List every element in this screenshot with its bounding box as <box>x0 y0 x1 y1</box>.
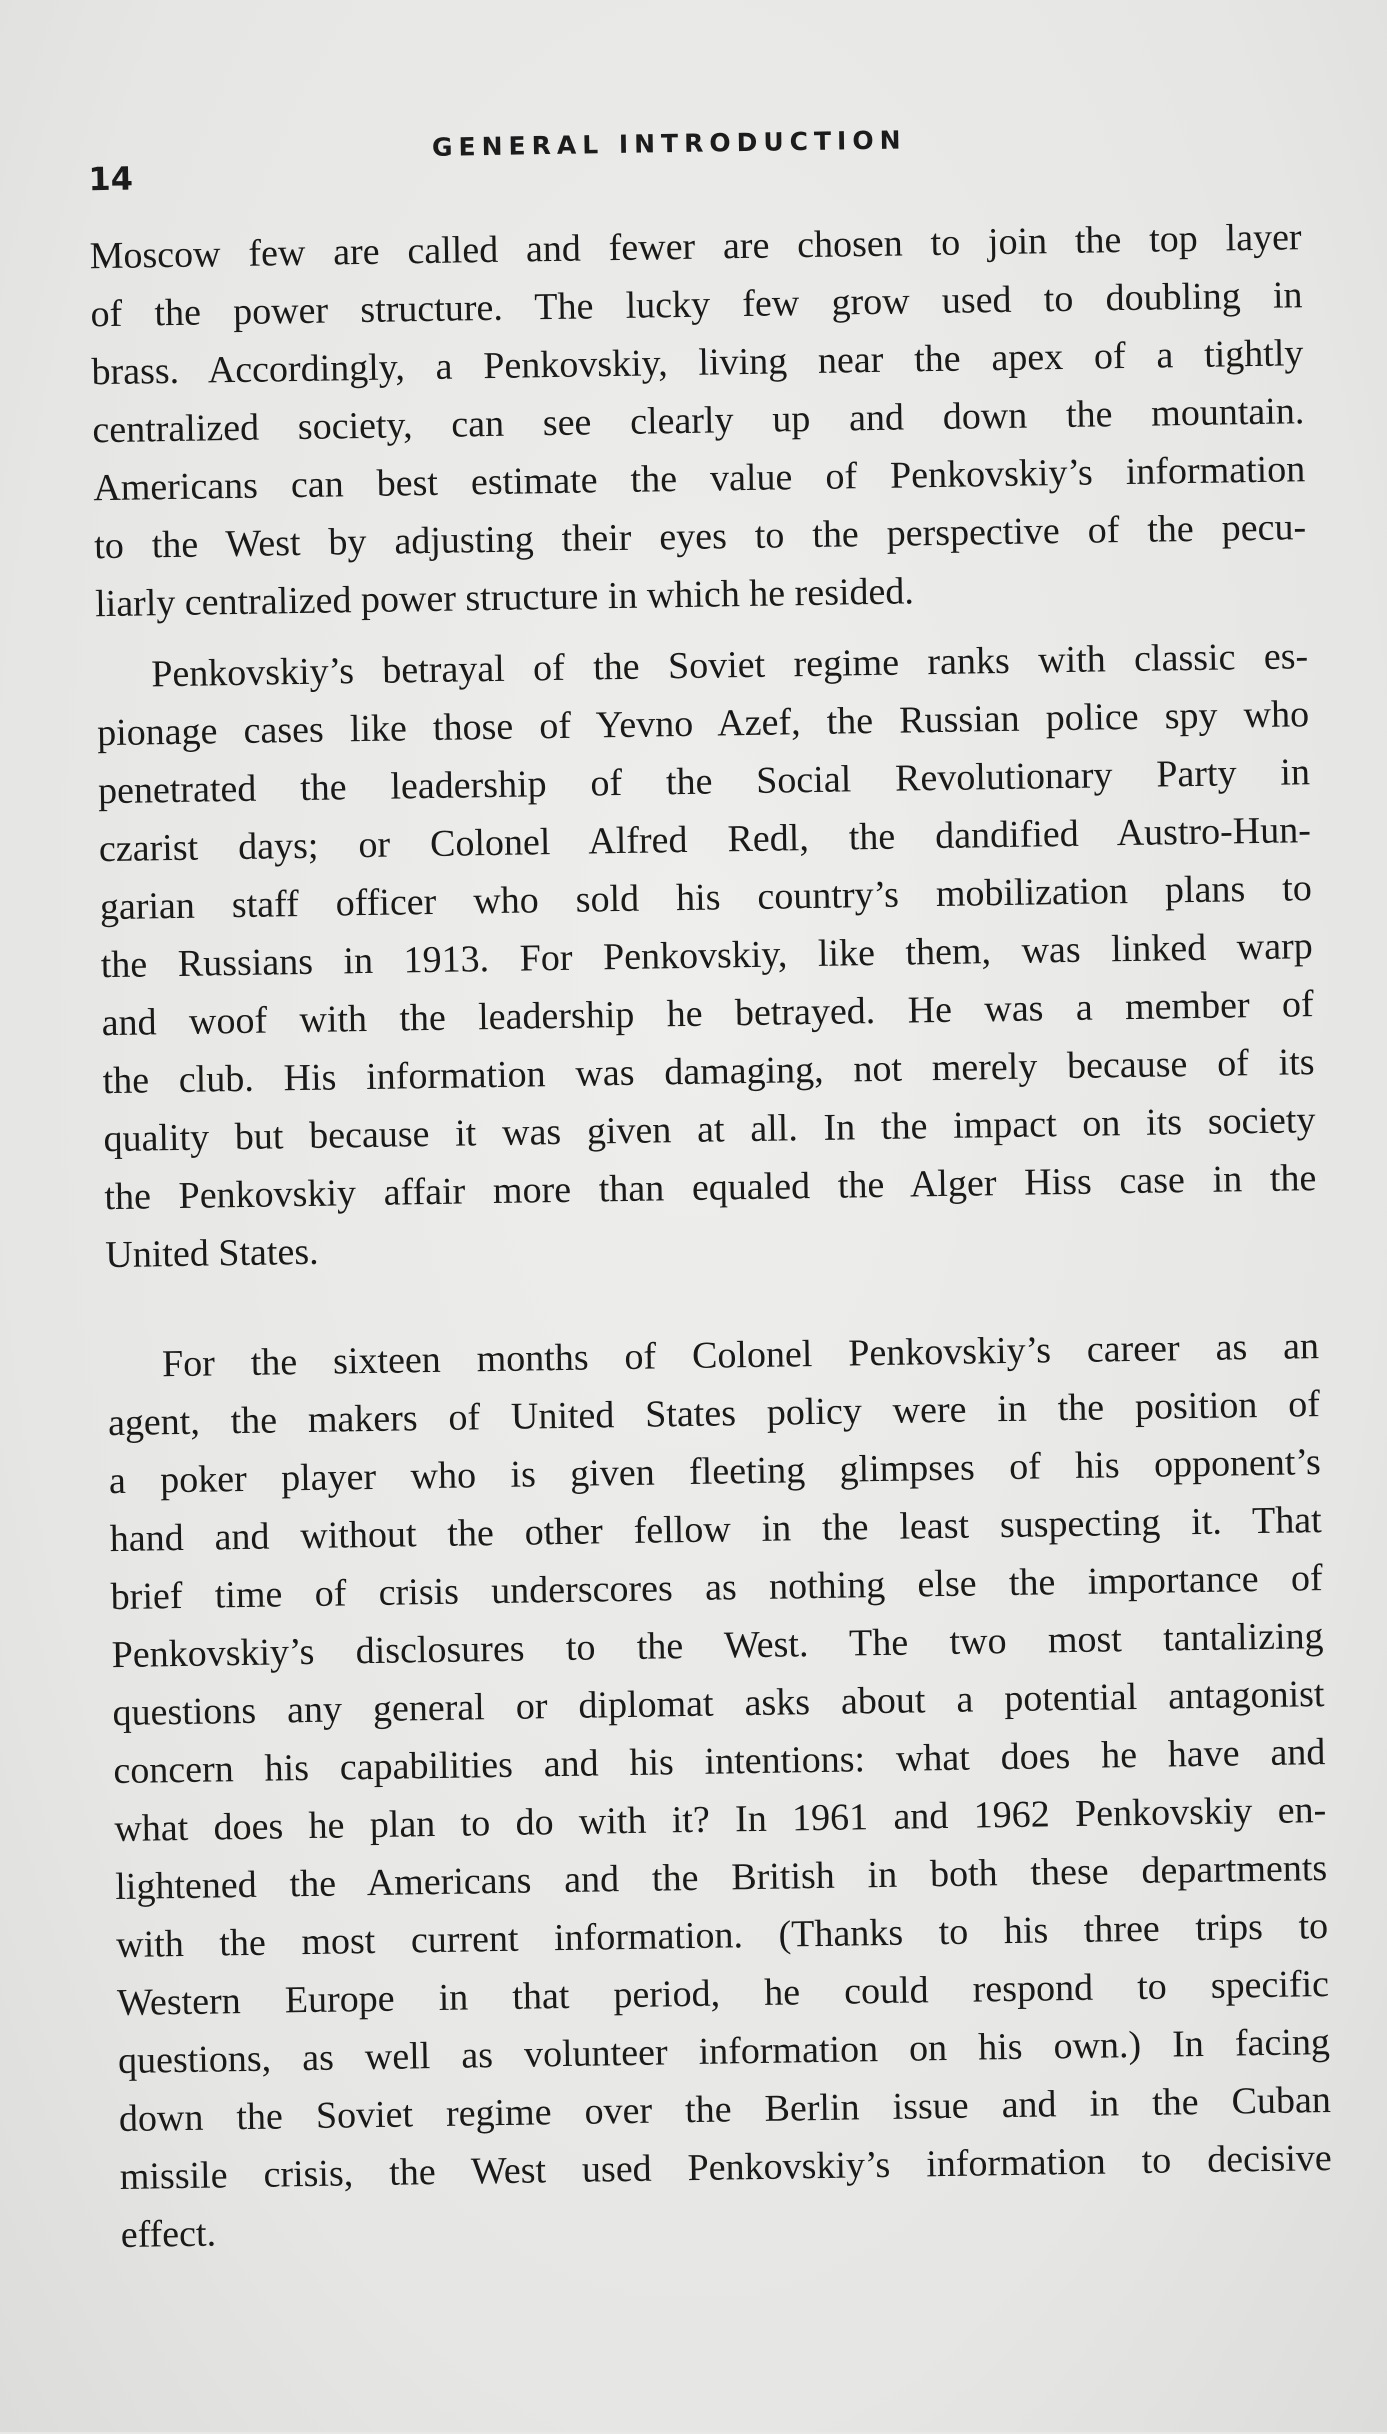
text-line: penetrated the leadership of the Social Revolutionary Party in <box>97 751 1311 813</box>
text-line: questions, as well as volunteer information on his own.) In facing <box>117 2020 1331 2083</box>
text-line: Penkovskiy’s betrayal of the Soviet regime ranks with classic es- <box>150 635 1309 696</box>
text-line: to the West by adjusting their eyes to the perspective of the pecu- <box>93 506 1307 568</box>
text-line: missile crisis, the West used Penkovskiy’s information to decisive <box>119 2136 1333 2199</box>
text-line: the club. His information was damaging, not merely because of its <box>102 1041 1315 1103</box>
text-line: brass. Accordingly, a Penkovskiy, living near the apex of a tightly <box>91 332 1304 394</box>
text-line: centralized society, can see clearly up and down the mountain. <box>92 390 1305 452</box>
text-line: czarist days; or Colonel Alfred Redl, the dandified Austro-Hun- <box>98 809 1312 871</box>
text-line: garian staff officer who sold his country’s mobilization plans to <box>99 867 1313 929</box>
text-line: of the power structure. The lucky few grow used to doubling in <box>90 274 1303 336</box>
text-line: questions any general or diplomat asks about a potential antagonist <box>112 1673 1325 1735</box>
text-line: what does he plan to do with it? In 1961 and 1962 Penkovskiy en- <box>114 1789 1327 1851</box>
text-line: down the Soviet regime over the Berlin issue and in the Cuban <box>118 2078 1332 2141</box>
text-line: Penkovskiy’s disclosures to the West. The two most tantalizing <box>111 1615 1324 1677</box>
text-line: hand and without the other fellow in the least suspecting it. That <box>109 1499 1323 1561</box>
text-line: concern his capabilities and his intentions: what does he have and <box>113 1731 1326 1793</box>
text-line: liarly centralized power structure in which he resided. <box>94 570 915 626</box>
text-line: and woof with the leadership he betrayed. He was a member of <box>101 983 1314 1045</box>
text-line: a poker player who is given fleeting glimpses of his opponent’s <box>108 1441 1322 1503</box>
text-line: lightened the Americans and the British in both these departments <box>114 1847 1328 1909</box>
text-line: United States. <box>105 1230 319 1277</box>
paragraph-3 <box>107 1317 1333 2264</box>
text-line: effect. <box>120 2212 217 2256</box>
text-line: the Penkovskiy affair more than equaled the Alger Hiss case in the <box>104 1157 1317 1219</box>
paragraph-1 <box>89 208 1307 633</box>
text-line: For the sixteen months of Colonel Penkovskiy’s career as an <box>161 1325 1320 1386</box>
text-line: Moscow few are called and fewer are chosen to join the top layer <box>89 216 1302 278</box>
text-line: Western Europe in that period, he could respond to specific <box>116 1962 1330 2025</box>
text-line: quality but because it was given at all. In the impact on its society <box>103 1099 1316 1161</box>
text-line: with the most current information. (Thanks to his three trips to <box>115 1905 1329 1967</box>
paragraph-2 <box>96 627 1318 1284</box>
text-line: Americans can best estimate the value of Penkovskiy’s information <box>92 448 1306 510</box>
text-line: the Russians in 1913. For Penkovskiy, like them, was linked warp <box>100 925 1313 987</box>
text-line: pionage cases like those of Yevno Azef, the Russian police spy who <box>96 693 1310 755</box>
page-number: 14 <box>88 159 134 199</box>
text-line: brief time of crisis underscores as nothing else the importance of <box>110 1557 1323 1619</box>
running-head: GENERAL INTRODUCTION <box>431 125 907 162</box>
text-line: agent, the makers of United States policy were in the position of <box>107 1383 1321 1445</box>
